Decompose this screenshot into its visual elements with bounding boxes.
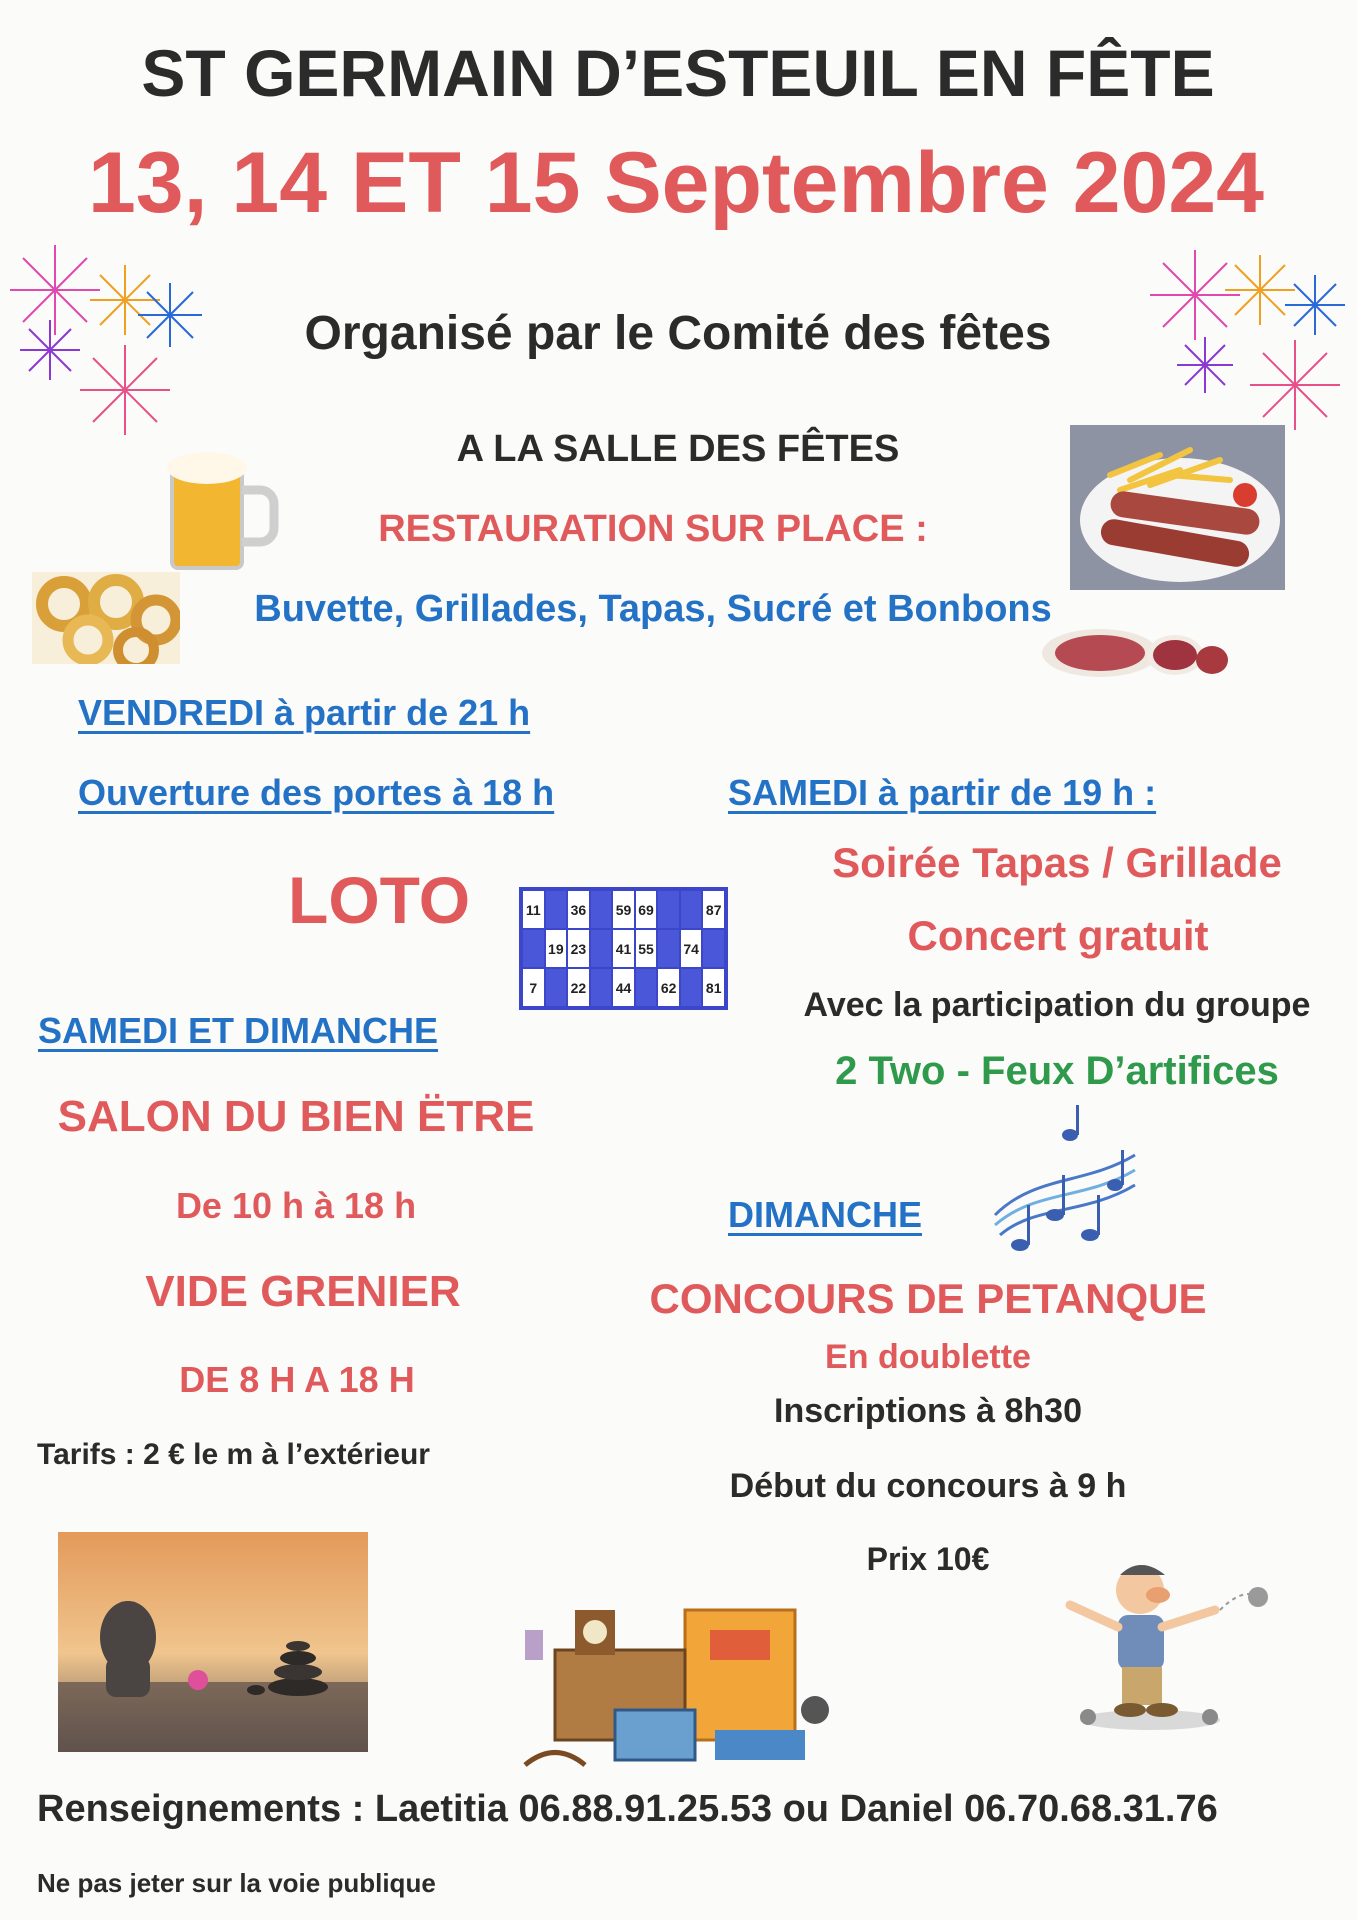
loto-cell: 55 — [636, 930, 657, 967]
saturday-line3: Avec la participation du groupe — [803, 986, 1311, 1024]
beer-mug-icon — [150, 440, 285, 580]
loto-cell — [591, 891, 612, 928]
friday-heading: VENDREDI à partir de 21 h — [78, 692, 531, 733]
loto-cell — [636, 969, 657, 1006]
loto-cell — [546, 891, 567, 928]
loto-cell: 74 — [681, 930, 702, 967]
event-dates: 13, 14 ET 15 Septembre 2024 — [87, 135, 1265, 231]
weekend-heading: SAMEDI ET DIMANCHE — [38, 1010, 439, 1051]
loto-cell: 19 — [546, 930, 567, 967]
loto-cell — [591, 930, 612, 967]
saturday-line1: Soirée Tapas / Grillade — [832, 839, 1282, 886]
vide-grenier-title: VIDE GRENIER — [145, 1267, 461, 1316]
loto-cell: 7 — [523, 969, 544, 1006]
onion-rings-icon — [32, 572, 180, 664]
zen-wellness-image — [58, 1532, 368, 1752]
salon-hours: De 10 h à 18 h — [175, 1185, 417, 1226]
venue-line: A LA SALLE DES FÊTES — [456, 428, 900, 470]
petanque-start: Début du concours à 9 h — [729, 1467, 1127, 1505]
loto-cell — [681, 891, 702, 928]
music-notes-icon — [975, 1095, 1145, 1265]
petanque-player-icon — [1040, 1555, 1275, 1735]
loto-cell: 22 — [568, 969, 589, 1006]
menu-line: Buvette, Grillades, Tapas, Sucré et Bonbons — [254, 588, 1052, 630]
vide-grenier-items-icon — [515, 1590, 835, 1780]
notice-line: Ne pas jeter sur la voie publique — [37, 1868, 436, 1898]
sunday-heading: DIMANCHE — [728, 1194, 922, 1235]
loto-cell — [681, 969, 702, 1006]
loto-cell — [591, 969, 612, 1006]
petanque-format: En doublette — [825, 1338, 1031, 1376]
loto-cell — [658, 930, 679, 967]
saturday-heading: SAMEDI à partir de 19 h : — [728, 772, 1157, 813]
loto-cell: 23 — [568, 930, 589, 967]
loto-cell: 81 — [703, 969, 724, 1006]
petanque-inscriptions: Inscriptions à 8h30 — [774, 1392, 1082, 1430]
contact-line: Renseignements : Laetitia 06.88.91.25.53 ou Daniel 06.70.68.31.76 — [37, 1788, 1218, 1830]
salon-title: SALON DU BIEN ËTRE — [57, 1092, 535, 1141]
loto-cell: 59 — [613, 891, 634, 928]
loto-cell: 41 — [613, 930, 634, 967]
loto-cell: 62 — [658, 969, 679, 1006]
loto-cell: 11 — [523, 891, 544, 928]
loto-cell: 87 — [703, 891, 724, 928]
loto-cell — [523, 930, 544, 967]
fireworks-left-icon — [5, 240, 215, 450]
restauration-heading: RESTAURATION SUR PLACE : — [378, 508, 928, 550]
vide-grenier-hours: DE 8 H A 18 H — [179, 1359, 415, 1400]
poster-title: ST GERMAIN D’ESTEUIL EN FÊTE — [141, 36, 1215, 110]
loto-card — [519, 887, 728, 1010]
fries-sausage-plate-icon — [1070, 425, 1285, 590]
saturday-line4: 2 Two - Feux D’artifices — [835, 1049, 1279, 1093]
friday-doors: Ouverture des portes à 18 h — [78, 772, 555, 813]
tarifs-line: Tarifs : 2 € le m à l’extérieur — [37, 1438, 430, 1471]
loto-cell: 69 — [636, 891, 657, 928]
loto-cell — [703, 930, 724, 967]
loto-cell — [658, 891, 679, 928]
petanque-title: CONCOURS DE PETANQUE — [649, 1275, 1207, 1322]
loto-cell — [546, 969, 567, 1006]
organizer-line: Organisé par le Comité des fêtes — [304, 307, 1052, 360]
loto-cell: 44 — [613, 969, 634, 1006]
saturday-line2: Concert gratuit — [907, 912, 1209, 959]
loto-label: LOTO — [288, 863, 471, 937]
fireworks-right-icon — [1145, 245, 1355, 455]
saucisson-icon — [1040, 615, 1230, 685]
loto-cell: 36 — [568, 891, 589, 928]
petanque-price: Prix 10€ — [866, 1541, 990, 1577]
